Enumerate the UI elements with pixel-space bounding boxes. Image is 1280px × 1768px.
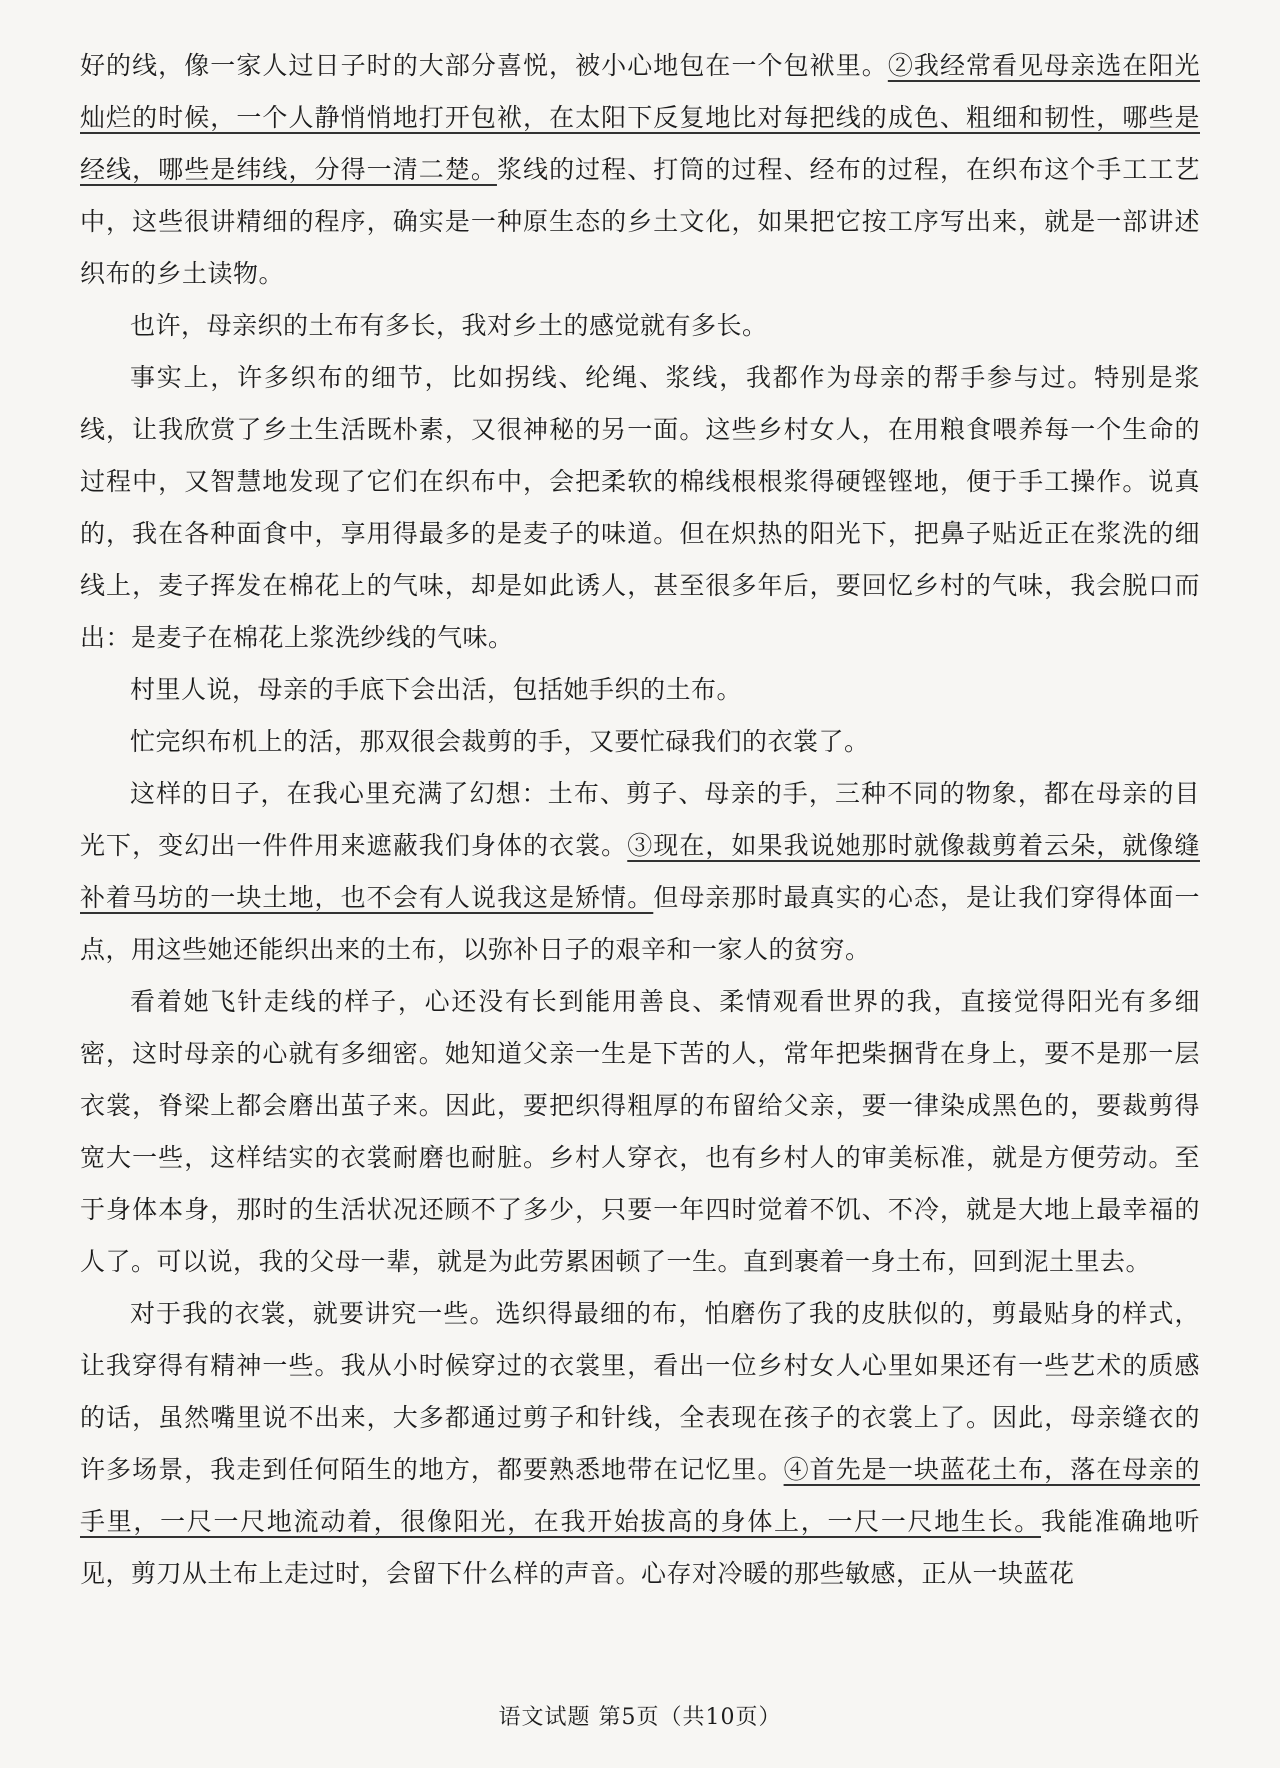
text-segment: 这样的日子，在我心里充满了幻想：土布、剪子、母亲的手，三种不同的物象，都在母亲的目光下，变幻出一件件用来遮蔽我们身体的衣裳。	[80, 779, 1200, 860]
text-segment: 我能准确地听见，剪刀从土布上走过时，会留下什么样的声音。心存对冷暖的那些敏感，正从一块蓝花	[80, 1507, 1200, 1588]
text-segment: 看着她飞针走线的样子，心还没有长到能用善良、柔情观看世界的我，直接觉得阳光有多细密，这时母亲的心就有多细密。她知道父亲一生是下苦的人，常年把柴捆背在身上，要不是那一层衣裳，脊梁上都会磨出茧子来。因此，要把织得粗厚的布留给父亲，要一律染成黑色的，要裁剪得宽大一些，这样结实的衣裳耐磨也耐脏。乡村人穿衣，也有乡村人的审美标准，就是方便劳动。至于身体本身，那时的生活状况还顾不了多少，只要一年四时觉着不饥、不冷，就是大地上最幸福的人了。可以说，我的父母一辈，就是为此劳累困顿了一生。直到裹着一身土布，回到泥土里去。	[80, 987, 1200, 1276]
underlined-sentence-2: ②我经常看见母亲选在阳光灿烂的时候，一个人静悄悄地打开包袱，在太阳下反复地比对每把线的成色、粗细和韧性，哪些是经线，哪些是纬线，分得一清二楚。	[80, 51, 1200, 184]
text-segment: 忙完织布机上的活，那双很会裁剪的手，又要忙碌我们的衣裳了。	[130, 727, 870, 756]
paragraph-8	[80, 1288, 1200, 1600]
text-segment: 好的线，像一家人过日子时的大部分喜悦，被小心地包在一个包袱里。	[80, 51, 888, 80]
paragraph-5	[80, 716, 1200, 768]
underlined-sentence-3: ③现在，如果我说她那时就像裁剪着云朵，就像缝补着马坊的一块土地，也不会有人说我这是矫情。	[80, 831, 1200, 912]
paragraph-1	[80, 40, 1200, 300]
underlined-sentence-4: ④首先是一块蓝花土布，落在母亲的手里，一尺一尺地流动着，很像阳光，在我开始拔高的身体上，一尺一尺地生长。	[80, 1455, 1200, 1536]
text-segment: 也许，母亲织的土布有多长，我对乡土的感觉就有多长。	[130, 311, 768, 340]
text-segment: 事实上，许多织布的细节，比如拐线、纶绳、浆线，我都作为母亲的帮手参与过。特别是浆线，让我欣赏了乡土生活既朴素，又很神秘的另一面。这些乡村女人，在用粮食喂养每一个生命的过程中，又智慧地发现了它们在织布中，会把柔软的棉线根根浆得硬铿铿地，便于手工操作。说真的，我在各种面食中，享用得最多的是麦子的味道。但在炽热的阳光下，把鼻子贴近正在浆洗的细线上，麦子挥发在棉花上的气味，却是如此诱人，甚至很多年后，要回忆乡村的气味，我会脱口而出：是麦子在棉花上浆洗纱线的气味。	[80, 363, 1200, 652]
document-page	[80, 40, 1200, 1600]
paragraph-2	[80, 300, 1200, 352]
text-segment: 浆线的过程、打筒的过程、经布的过程，在织布这个手工工艺中，这些很讲精细的程序，确实是一种原生态的乡土文化，如果把它按工序写出来，就是一部讲述织布的乡土读物。	[80, 155, 1200, 288]
paragraph-6	[80, 768, 1200, 976]
page-footer: 语文试题 第5页（共10页）	[498, 1705, 782, 1730]
text-segment: 村里人说，母亲的手底下会出活，包括她手织的土布。	[130, 675, 743, 704]
paragraph-7	[80, 976, 1200, 1288]
paragraph-3	[80, 352, 1200, 664]
paragraph-4	[80, 664, 1200, 716]
text-segment: 但母亲那时最真实的心态，是让我们穿得体面一点，用这些她还能织出来的土布，以弥补日子的艰辛和一家人的贫穷。	[80, 883, 1200, 964]
text-segment: 对于我的衣裳，就要讲究一些。选织得最细的布，怕磨伤了我的皮肤似的，剪最贴身的样式，让我穿得有精神一些。我从小时候穿过的衣裳里，看出一位乡村女人心里如果还有一些艺术的质感的话，虽然嘴里说不出来，大多都通过剪子和针线，全表现在孩子的衣裳上了。因此，母亲缝衣的许多场景，我走到任何陌生的地方，都要熟悉地带在记忆里。	[80, 1299, 1200, 1484]
